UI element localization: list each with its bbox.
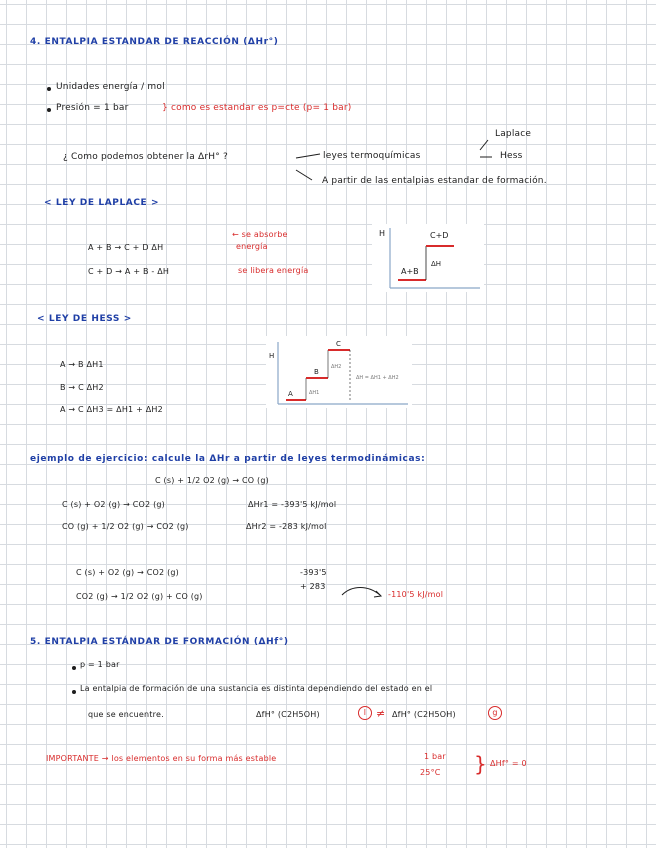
hess-fig-sum-label: ΔH = ΔH1 + ΔH2 — [356, 375, 399, 381]
compare-gas: ΔfH° (C2H5OH) — [392, 710, 456, 719]
laplace-figure — [372, 224, 484, 292]
step-1: C (s) + O2 (g) → CO2 (g) — [76, 568, 180, 577]
gas-state-badge: g — [488, 706, 502, 720]
result-arrow-icon — [340, 583, 386, 603]
section-5-title: 5. ENTALPIA ESTÁNDAR DE FORMACIÓN (ΔHf°) — [30, 637, 289, 647]
hess-figure — [266, 336, 412, 408]
pressure-note: } como es estandar es p=cte (p= 1 bar) — [162, 103, 352, 113]
question: ¿ Como podemos obtener la ΔrH° ? — [63, 152, 228, 162]
bullet-dot — [47, 87, 51, 91]
step-2: CO2 (g) → 1/2 O2 (g) + CO (g) — [76, 592, 203, 601]
condition-pressure: 1 bar — [424, 752, 446, 761]
laplace-fig-top-label: C+D — [430, 231, 449, 240]
section-5-statement: La entalpia de formación de una sustancia es distinta dependiendo del estado en el — [80, 684, 433, 693]
formation-branch: A partir de las entalpias estandar de formación. — [322, 176, 547, 186]
laplace-line-1: A + B → C + D ΔH — [88, 243, 164, 252]
example-reaction-1-dh: ΔHr1 = -393'5 kJ/mol — [248, 500, 337, 509]
example-reaction-2: CO (g) + 1/2 O2 (g) → CO2 (g) — [62, 522, 189, 531]
liquid-state-badge: l — [358, 706, 372, 720]
example-heading: ejemplo de ejercicio: calcule la ΔHr a partir de leyes termodinámicas: — [30, 454, 426, 464]
hess-branch: Hess — [500, 151, 523, 161]
laplace-release-note: se libera energía — [238, 266, 309, 275]
laplace-branch: Laplace — [495, 129, 532, 139]
step-1-value: -393'5 — [300, 568, 327, 577]
pressure-bullet: Presión = 1 bar — [56, 103, 129, 113]
hess-line-1: A → B ΔH1 — [60, 360, 104, 369]
units-bullet: Unidades energía / mol — [56, 82, 165, 92]
bullet-dot — [72, 690, 76, 694]
example-target-reaction: C (s) + 1/2 O2 (g) → CO (g) — [155, 476, 269, 485]
hess-fig-dh1-label: ΔH1 — [309, 390, 320, 396]
laplace-fig-dh-label: ΔH — [431, 260, 442, 268]
hess-fig-h-label: H — [269, 352, 275, 360]
section-5-statement-cont: que se encuentre. — [88, 710, 164, 719]
compare-liquid: ΔfH° (C2H5OH) — [256, 710, 320, 719]
important-note: IMPORTANTE → los elementos en su forma más estable — [46, 754, 277, 763]
section-4-title: 4. ENTALPIA ESTANDAR DE REACCIÓN (ΔHr°) — [30, 37, 279, 47]
hess-fig-dh2-label: ΔH2 — [331, 364, 342, 370]
bullet-dot — [47, 108, 51, 112]
hess-heading: < LEY DE HESS > — [37, 314, 132, 324]
bullet-dot — [72, 666, 76, 670]
step-2-value: + 283 — [300, 582, 326, 591]
example-result: -110'5 kJ/mol — [388, 590, 444, 599]
hess-fig-b-label: B — [314, 368, 319, 376]
example-reaction-1: C (s) + O2 (g) → CO2 (g) — [62, 500, 166, 509]
hess-line-3: A → C ΔH3 = ΔH1 + ΔH2 — [60, 405, 163, 414]
laplace-fig-h-label: H — [379, 229, 386, 238]
laplace-fig-bottom-label: A+B — [401, 267, 419, 276]
laplace-heading: < LEY DE LAPLACE > — [44, 198, 160, 208]
hess-line-2: B → C ΔH2 — [60, 383, 104, 392]
not-equal-sign: ≠ — [376, 707, 386, 720]
section-5-pressure: p = 1 bar — [80, 660, 120, 669]
laplace-absorb-note: ← se absorbe — [232, 230, 288, 239]
laplace-line-2: C + D → A + B - ΔH — [88, 267, 170, 276]
hess-fig-c-label: C — [336, 340, 341, 348]
laplace-absorb-note-2: energía — [236, 242, 268, 251]
thermo-laws: leyes termoquímicas — [323, 151, 421, 161]
important-result: ΔHf° = 0 — [490, 759, 527, 768]
example-reaction-2-dh: ΔHr2 = -283 kJ/mol — [246, 522, 327, 531]
brace: } — [474, 752, 487, 776]
condition-temperature: 25°C — [420, 768, 441, 777]
hess-fig-a-label: A — [288, 390, 293, 398]
